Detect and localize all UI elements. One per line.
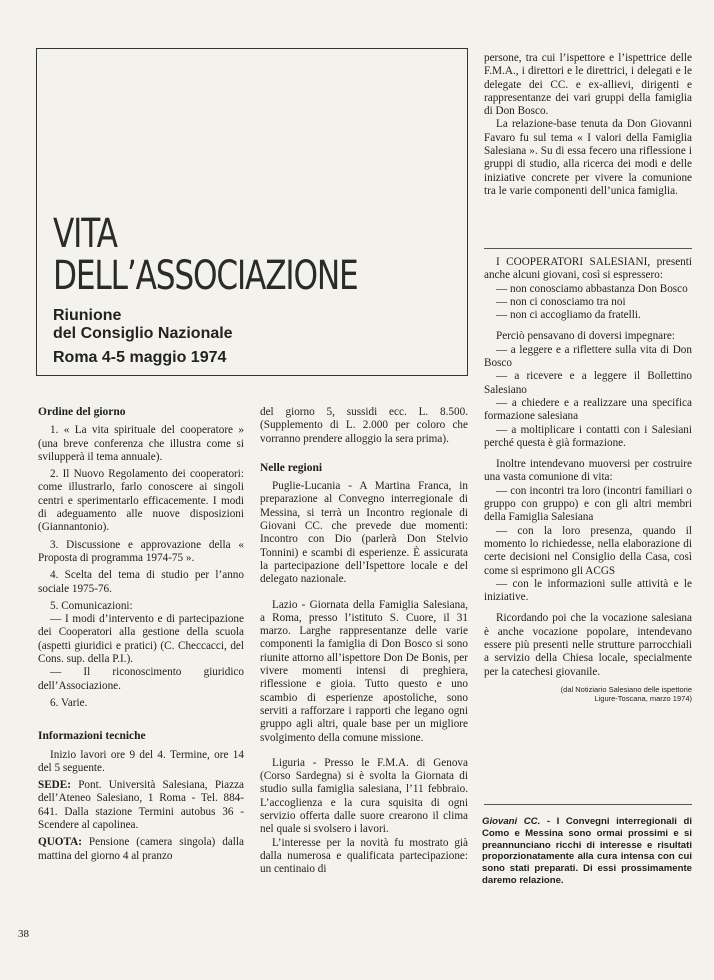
agenda-heading: Ordine del giorno (38, 406, 126, 418)
column-regions (260, 406, 468, 877)
column-divider (484, 248, 692, 249)
tech-heading: Informazioni tecniche (38, 730, 146, 743)
tech-start: Inizio lavori ore 9 del 4. Termine, ore 14 del 5 seguente. (38, 748, 244, 774)
col3-percio: Perciò pensavano di doversi impegnare: (496, 330, 675, 343)
column-cooperators (484, 52, 692, 198)
sede-paragraph (38, 779, 244, 832)
col3-relazione: La relazione-base tenuta da Don Giovanni Favaro fu sul tema « I valori della Famiglia Salesiana ». Su di essa fecero una riflessione i gruppi di studio, alla ricerca dei modi e delle iniziative concrete per vivere la comunione tra le varie componenti dell’unica famiglia. (484, 118, 692, 197)
list3-item-3: — con le informazioni sulle attività e le iniziative. (484, 577, 692, 604)
col2-continuation: del giorno 5, sussidi ecc. L. 8.500. (Supplemento di L. 2.000 per coloro che vorranno prendere alloggio la sera prima). (260, 406, 468, 445)
list2-item-3: — a chiedere e a realizzare una specifica formazione salesiana (484, 396, 692, 423)
column-agenda (38, 406, 244, 863)
giovani-lead: Giovani CC. (482, 816, 541, 827)
col3-persone: persone, tra cui l’ispettore e l’ispettrice delle F.M.A., i direttori e le direttrici, i delegati e le delegate dei CC. e ex-allievi, dirigenti e rappresentanze dei vari gruppi della famiglia di Don Bosco. (484, 52, 692, 118)
meeting-date: Roma 4-5 maggio 1974 (53, 349, 227, 366)
title-box (36, 48, 468, 376)
regions-heading: Nelle regioni (260, 461, 323, 474)
quota-text: Pensione (camera singola) dalla mattina del giorno 4 al pranzo (38, 836, 244, 862)
source-note: (dal Notiziario Salesiano delle ispettorie Ligure-Toscana, marzo 1974) (560, 684, 692, 703)
agenda-item-5b: — Il riconoscimento giuridico dell’Associazione. (38, 666, 244, 692)
col3-inoltre: Inoltre intendevano muoversi per costruire una vasta comunione di vita: (484, 458, 692, 484)
agenda-item-5a: — I modi d’intervento e di partecipazione dei Cooperatori alla gestione della scuola (aspetti giuridici e pratici) (C. Checcacci, del Cons. sup. della P.I.). (38, 613, 244, 666)
list1-item-2: — non ci conosciamo tra noi (496, 295, 626, 308)
giovani-text-2: Di essi prossimamente daremo relazione. (482, 863, 692, 886)
list1-item-3: — non ci accogliamo da fratelli. (496, 309, 641, 322)
region-liguria-cont: L’interesse per la novità fu mostrato già dalla numerosa e qualificata partecipazione: un centinaio di (260, 836, 468, 876)
agenda-item-3: 3. Discussione e approvazione della « Proposta di programma 1974-75 ». (38, 538, 244, 564)
page-number: 38 (18, 928, 29, 940)
region-lazio: Lazio - Giornata della Famiglia Salesiana, a Roma, presso l’istituto S. Cuore, il 31 marzo. Larghe rappresentanze delle varie componenti la famiglia di Don Bosco si sono riunite attorno all’ispettore Don De Bonis, per vivere momenti intensi di preghiera, riflessione e gioia. Tutto questo e uno scambio di esperienze apostoliche, sono serviti a rafforzare i rapporti che legano ogni gruppo agli altri, quale base per un migliore svolgimento della comune missione. (260, 598, 468, 744)
agenda-item-5: 5. Comunicazioni: (50, 599, 133, 612)
meeting-subtitle: Riunione del Consiglio Nazionale (53, 307, 233, 342)
section-title: VITA DELL’ASSOCIAZIONE (53, 211, 358, 299)
agenda-item-2: 2. Il Nuovo Regolamento dei cooperatori: come illustrarlo, farlo conoscere ai singoli centri e sperimentarlo efficacemente. I modi di adeguamento alle nuove disposizioni (Giannantonio). (38, 468, 244, 534)
list1-item-1: — non conosciamo abbastanza Don Bosco (496, 282, 688, 295)
list3-item-1: — con incontri tra loro (incontri familiari o gruppo con gruppo) e con gli altri membri della Famiglia Salesiana (484, 484, 692, 524)
list2-item-1: — a leggere e a riflettere sulla vita di Don Bosco (484, 343, 692, 370)
quota-paragraph (38, 836, 244, 863)
giovani-note (482, 816, 692, 887)
col3-ricordando: Ricordando poi che la vocazione salesiana è anche vocazione popolare, intendevano essere più presenti nelle strutture parrocchiali a servizio della Chiesa locale, specialmente per la catechesi giovanile. (484, 612, 692, 678)
column-cooperators-2 (484, 256, 692, 703)
sede-label: SEDE: (38, 779, 71, 792)
box-divider (484, 804, 692, 805)
list2-item-4: — a moltiplicare i contatti con i Salesiani perché questa è già formazione. (484, 423, 692, 449)
agenda-item-1: 1. « La vita spirituale del cooperatore » (una breve conferenza che illustra come si svilupperà il tema annuale). (38, 424, 244, 463)
list3-item-2: — con la loro presenza, quando il momento lo richiedesse, nella elaborazione di certe decisioni nel Consiglio della Casa, così come si esprimono gli ACGS (484, 524, 692, 577)
agenda-item-6: 6. Varie. (50, 696, 88, 709)
sede-text: Pont. Università Salesiana, Piazza dell’Ateneo Salesiano, 1 Roma - Tel. 884-641. Dalla stazione Termini autobus 36 - Scendere al capolinea. (38, 779, 245, 832)
giovani-text: - I Convegni interregionali di Como e Messina sono ormai prossimi e si preannunciano ricchi di interesse e risultati proporzionatamente alla cura intensa con cui sono stati preparati. (482, 816, 692, 875)
col3-coop: I COOPERATORI SALESIANI, presenti anche alcuni giovani, così si espressero: (484, 256, 692, 282)
region-liguria: Liguria - Presso le F.M.A. di Genova (Corso Sardegna) si è svolta la Giornata di studio sulla famiglia salesiana, l’11 febbraio. L’accoglienza e la cura squisita di ogni servizio offerta dalle suore crearono il clima nel quale si svolsero i lavori. (260, 756, 468, 836)
list2-item-2: — a ricevere e a leggere il Bollettino Salesiano (484, 370, 692, 396)
region-puglie: Puglie-Lucania - A Martina Franca, in preparazione al Convegno interregionale di Messina, si terrà un Incontro regionale di Giovani CC. che prevede due momenti: Incontro con Dio (parlerà Don Stelvio Tonnini) e scambi di esperienze. È assicurata la partecipazione dell’Ispettore locale e del delegato nazionale. (260, 480, 468, 586)
quota-label: QUOTA: (38, 836, 82, 849)
agenda-item-4: 4. Scelta del tema di studio per l’anno sociale 1975-76. (38, 569, 244, 595)
